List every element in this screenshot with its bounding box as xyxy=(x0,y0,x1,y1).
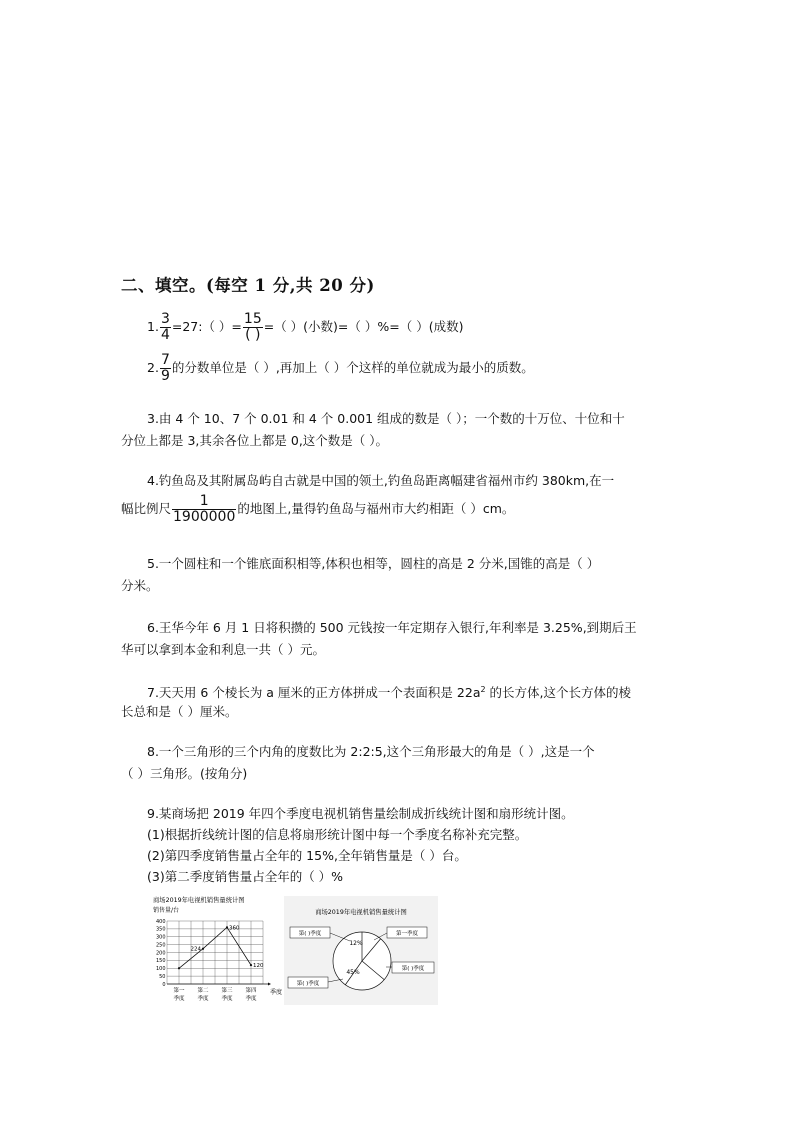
q4-text-pre: 幅比例尺 xyxy=(121,501,172,516)
x-category-label: 季度 xyxy=(197,996,209,1002)
question-7-line-2: 长总和是（ ）厘米。 xyxy=(121,704,238,719)
q2-number: 2. xyxy=(147,360,159,375)
data-label: 120 xyxy=(253,963,264,970)
pie-slice-label: 12% xyxy=(349,940,363,947)
line-chart-x-categories xyxy=(173,986,257,1002)
q4-scale-fraction: $\frac{1}{1900000}$ xyxy=(173,493,236,525)
question-8-line-2: （ ）三角形。(按角分) xyxy=(121,766,248,781)
callout-label: 第一季度 xyxy=(395,930,419,937)
question-5-line-1: 5.一个圆柱和一个锥底面积相等,体积也相等，圆柱的高是 2 分米,国锥的高是（ ） xyxy=(147,556,600,571)
line-chart-data-labels xyxy=(191,925,264,969)
x-axis-arrow xyxy=(268,983,271,986)
y-tick-label: 150 xyxy=(155,958,166,965)
x-category-label: 季度 xyxy=(245,996,257,1002)
callout-label: 第( )季度 xyxy=(296,980,320,987)
q1-text-a: =27:（ ）= xyxy=(171,319,242,334)
question-9-line-1: 9.某商场把 2019 年四个季度电视机销售量绘制成折线统计图和扇形统计图。 xyxy=(147,806,574,821)
x-category-label: 季度 xyxy=(173,996,185,1002)
question-8-line-1: 8.一个三角形的三个内角的度数比为 2:2:5,这个三角形最大的角是（ ）,这是一个 xyxy=(147,744,595,759)
x-category-label: 第四 xyxy=(245,988,257,994)
question-2 xyxy=(147,353,534,384)
q7-superscript: 2 xyxy=(480,685,486,694)
question-3-line-1: 3.由 4 个 10、7 个 0.01 和 4 个 0.001 组成的数是（ ）；一个数的十万位、十位和十 xyxy=(147,411,625,426)
data-point xyxy=(250,964,252,966)
line-chart-x-label: 季度 xyxy=(270,989,283,996)
callout-label: 第( )季度 xyxy=(401,965,425,972)
callout-label: 第( )季度 xyxy=(298,930,322,937)
y-tick-label: 350 xyxy=(155,926,166,933)
q1-number: 1. xyxy=(147,319,159,334)
question-9-sub-2: (2)第四季度销售量占全年的 15%,全年销售量是（ ）台。 xyxy=(147,848,467,863)
y-tick-label: 50 xyxy=(159,973,166,980)
y-tick-label: 400 xyxy=(155,918,166,925)
question-5-line-2: 分米。 xyxy=(121,578,159,593)
line-chart xyxy=(153,895,282,1002)
question-3-line-2: 分位上都是 3,其余各位上都是 0,这个数是（ ）。 xyxy=(121,433,389,448)
data-point xyxy=(226,926,228,928)
data-label: 224 xyxy=(190,946,201,953)
line-chart-y-ticks xyxy=(156,919,166,988)
line-chart-title: 商场2019年电视机销售量统计图 xyxy=(153,897,245,904)
data-label: 360 xyxy=(229,925,240,932)
q2-fraction: $\frac{7}{9}$ xyxy=(160,352,170,384)
sales-charts-figure xyxy=(150,893,440,1008)
y-tick-label: 200 xyxy=(155,950,166,957)
question-6-line-1: 6.王华今年 6 月 1 日将积攒的 500 元钱按一年定期存入银行,年利率是 3.25%,到期后王 xyxy=(147,620,637,635)
question-9-sub-3: (3)第二季度销售量占全年的（ ）% xyxy=(147,869,344,884)
question-1 xyxy=(147,312,463,343)
x-category-label: 第三 xyxy=(221,988,233,994)
y-tick-label: 300 xyxy=(155,934,166,941)
q1-fraction-a: $\frac{3}{4}$ xyxy=(160,311,170,343)
question-4-line-2 xyxy=(121,494,514,525)
q4-text-post: 的地图上,量得钓鱼岛与福州市大约相距（ ）cm。 xyxy=(237,501,515,516)
q1-fraction-b: $\frac{15}{( )}$ xyxy=(243,311,262,343)
x-category-label: 第一 xyxy=(173,988,185,994)
section-title: 二、填空。(每空 1 分,共 20 分) xyxy=(121,276,375,295)
q7-text-post: 的长方体,这个长方体的棱 xyxy=(485,685,632,701)
y-tick-label: 100 xyxy=(155,966,166,973)
pie-slice-label: 45% xyxy=(346,969,360,976)
x-category-label: 季度 xyxy=(221,996,233,1002)
y-tick-label: 0 xyxy=(162,981,166,988)
q2-text: 的分数单位是（ ）,再加上（ ）个这样的单位就成为最小的质数。 xyxy=(171,360,534,375)
q1-text-b: =（ ）(小数)=（ ）%=（ ）(成数) xyxy=(263,319,464,334)
pie-chart-title: 商场2019年电视机销售量统计图 xyxy=(315,909,407,916)
data-point xyxy=(202,948,204,950)
data-point xyxy=(178,967,180,969)
pie-chart xyxy=(284,896,438,1005)
line-chart-grid xyxy=(167,921,271,986)
question-9-sub-1: (1)根据折线统计图的信息将扇形统计图中每一个季度名称补充完整。 xyxy=(147,827,528,842)
x-category-label: 第二 xyxy=(197,988,209,994)
q7-text-pre: 7.天天用 6 个棱长为 a 厘米的正方体拼成一个表面积是 22a xyxy=(147,685,481,701)
y-tick-label: 250 xyxy=(155,942,166,949)
question-4-line-1: 4.钓鱼岛及其附属岛屿自古就是中国的领土,钓鱼岛距离幅建省福州市约 380km,在一 xyxy=(147,473,615,488)
line-chart-y-label: 销售量/台 xyxy=(153,907,180,914)
question-6-line-2: 华可以拿到本金和利息一共（ ）元。 xyxy=(121,642,325,657)
